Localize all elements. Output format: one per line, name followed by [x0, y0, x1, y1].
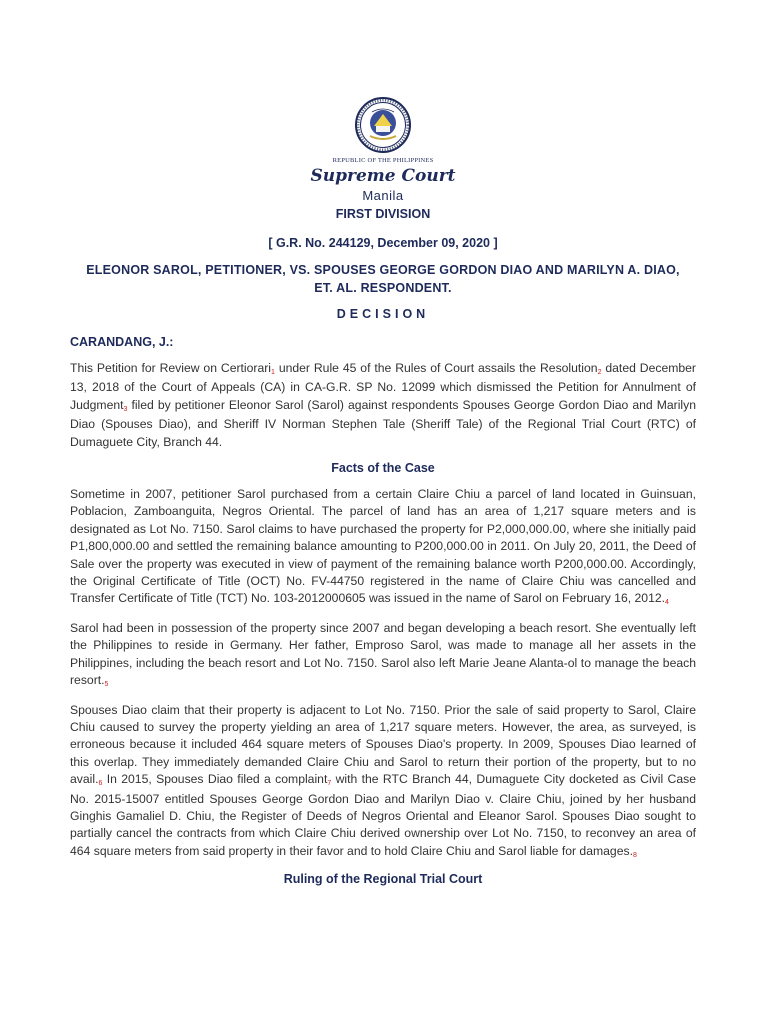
para4-text-a: Spouses Diao claim that their property is adjacent to Lot No. 7150. Prior the sale of said property to Sarol, Claire Chiu caused to survey the property yielding an area of 1,217 square meters. However, the area, as surveyed, is erroneous because it included 464 square meters of Spouses Diao's property. In 2009, Spouses Diao learned of this overlap. They immediately demanded Claire Chiu and Sarol to return their portion of the property, but to no avail.	[70, 702, 696, 787]
footnote-link-1[interactable]: 1	[271, 369, 275, 376]
case-number: [ G.R. No. 244129, December 09, 2020 ]	[268, 236, 498, 250]
footnote-link-7[interactable]: 7	[327, 780, 332, 788]
para3-text: Sarol had been in possession of the property since 2007 and began developing a beach resort. She eventually left the Philippines to reside in Germany. Her father, Emproso Sarol, was made to manage all her assets in the Philippines, including the beach resort and Lot No. 7150. Sarol also left Marie Jeane Alanta-ol to manage the beach resort.	[70, 620, 696, 688]
ponente: CARANDANG, J.:	[70, 335, 174, 349]
seal-container	[70, 96, 696, 154]
section-heading-ruling: Ruling of the Regional Trial Court	[283, 872, 483, 887]
para1-text-d: filed by petitioner Eleonor Sarol (Sarol) against respondents Spouses George Gordon Diao and Marilyn Diao (Spouses Diao), and Sheriff IV Norman Stephen Tale (Sheriff Tale) of the Regional Trial Court (RTC) of Dumaguete City, Branch 44.	[70, 397, 696, 449]
footnote-link-3[interactable]: 3	[123, 405, 128, 413]
para4-text-c: with the RTC Branch 44, Dumaguete City docketed as Civil Case No. 2015-15007 entitled Spouses George Gordon Diao and Marilyn Diao v. Claire Chiu, joined by her husband Ginghis Gamaliel D. Chiu, the Register of Deeds of Negros Oriental and Eleanor Sarol. Spouses Diao sought to partially cancel the contracts from which Claire Chiu derived ownership over Lot No. 7150, to reconvey an area of 464 square meters from said property in their favor and to hold Claire Chiu and Sarol liable for damages.	[70, 772, 696, 858]
para4-text-b: In 2015, Spouses Diao filed a complaint	[102, 772, 328, 787]
para1-text-c: dated December 13, 2018 of the Court of Appeals (CA) in CA-G.R. SP No. 12099 which dismissed the Petition for Annulment of Judgment	[70, 361, 696, 412]
footnote-link-6[interactable]: 6	[98, 780, 103, 788]
republic-label: REPUBLIC OF THE PHILIPPINES	[332, 157, 434, 164]
court-name: Supreme Court	[310, 166, 456, 186]
case-parties	[70, 261, 696, 297]
parties-line-2: ET. AL. RESPONDENT.	[314, 281, 452, 295]
para2-text: Sometime in 2007, petitioner Sarol purchased from a certain Claire Chiu a parcel of land located in Guinsuan, Poblacion, Zamboanguita, Negros Oriental. The parcel of land has an area of 1,217 square meters and is designated as Lot No. 7150. Sarol claims to have purchased the property for P2,000,000.00, where she initially paid P1,800,000.00 and settled the remaining balance amounting to P200,000.00 in 2011. On July 20, 2011, the Deed of Sale over the property was executed in view of payment of the remaining balance worth P200,000.00. Accordingly, the Original Certificate of Title (OCT) No. FV-44750 registered in the name of Claire Chiu was cancelled and Transfer Certificate of Title (TCT) No. 103-2012000605 was issued in the name of Sarol on February 16, 2012.	[70, 487, 696, 606]
footnote-link-2[interactable]: 2	[597, 369, 602, 376]
footnote-link-8[interactable]: 8	[632, 851, 637, 859]
division-label: FIRST DIVISION	[335, 207, 431, 221]
paragraph-1	[70, 360, 696, 451]
section-heading-facts: Facts of the Case	[331, 461, 435, 476]
footnote-link-4[interactable]: 4	[665, 599, 669, 607]
city-label: Manila	[362, 188, 404, 203]
para1-text-a: This Petition for Review on Certiorari	[70, 361, 272, 375]
para1-text-b: under Rule 45 of the Rules of Court assails the Resolution	[274, 361, 598, 375]
decision-heading: DECISION	[336, 307, 430, 321]
parties-line-1: ELEONOR SAROL, PETITIONER, VS. SPOUSES GEORGE GORDON DIAO AND MARILYN A. DIAO,	[86, 263, 680, 277]
paragraph-3	[70, 620, 696, 692]
supreme-court-seal-icon	[355, 96, 411, 154]
footnote-link-5[interactable]: 5	[104, 681, 109, 689]
paragraph-2	[70, 486, 696, 610]
paragraph-4	[70, 702, 696, 863]
decision-document	[70, 96, 696, 887]
